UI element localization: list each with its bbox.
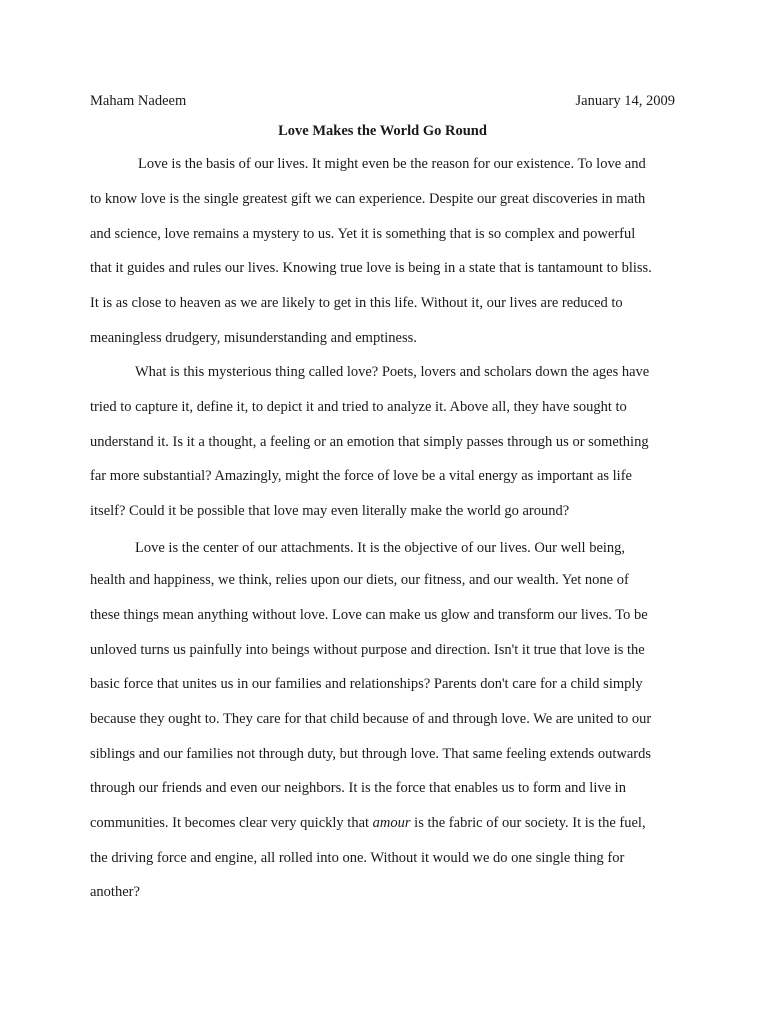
document-header xyxy=(90,90,675,112)
paragraph-3-line-2: health and happiness, we think, relies upon our diets, our fitness, and our wealth. Yet none of xyxy=(90,572,629,588)
paragraph-3-line-3: these things mean anything without love. Love can make us glow and transform our lives. To be xyxy=(90,607,648,623)
paragraph-3-line-1: Love is the center of our attachments. It is the objective of our lives. Our well being, xyxy=(135,540,626,556)
italic-word-amour: amour xyxy=(372,815,411,831)
paragraph-3-line-11: another? xyxy=(90,884,140,900)
paragraph-3-line-5: basic force that unites us in our families and relationships? Parents don't care for a child simply xyxy=(90,676,643,692)
paragraph-3-line-8: through our friends and even our neighbors. It is the force that enables us to form and live in xyxy=(90,780,626,796)
author-name: Maham Nadeem xyxy=(90,93,187,109)
paragraph-3-line-7: siblings and our families not through duty, but through love. That same feeling extends outwards xyxy=(90,746,651,762)
paragraph-2-line-4: far more substantial? Amazingly, might the force of love be a vital energy as important as life xyxy=(90,468,632,484)
paragraph-1-line-2: to know love is the single greatest gift we can experience. Despite our great discoveries in math xyxy=(90,191,646,207)
paragraph-2-line-1: What is this mysterious thing called love? Poets, lovers and scholars down the ages have xyxy=(135,364,650,380)
paragraph-1-line-4: that it guides and rules our lives. Knowing true love is being in a state that is tantamount to bliss. xyxy=(90,260,652,276)
document-title: Love Makes the World Go Round xyxy=(278,123,487,139)
line-9-before: communities. It becomes clear very quickly that xyxy=(90,815,373,831)
paragraph-3-line-4: unloved turns us painfully into beings without purpose and direction. Isn't it true that love is the xyxy=(90,642,645,658)
paragraph-1-line-1: Love is the basis of our lives. It might even be the reason for our existence. To love and xyxy=(138,156,646,172)
line-9-after: is the fabric of our society. It is the fuel, xyxy=(410,815,646,831)
paragraph-2-line-3: understand it. Is it a thought, a feeling or an emotion that simply passes through us or something xyxy=(90,434,649,450)
paragraph-1-line-3: and science, love remains a mystery to us. Yet it is something that is so complex and powerful xyxy=(90,226,636,242)
paragraph-2-line-5: itself? Could it be possible that love may even literally make the world go around? xyxy=(90,503,570,519)
paragraph-1-line-5: It is as close to heaven as we are likely to get in this life. Without it, our lives are reduced to xyxy=(90,295,623,311)
document-date: January 14, 2009 xyxy=(575,93,675,109)
paragraph-3-line-9 xyxy=(90,813,685,833)
paragraph-1-line-6: meaningless drudgery, misunderstanding and emptiness. xyxy=(90,330,417,346)
paragraph-3-line-10: the driving force and engine, all rolled into one. Without it would we do one single thing for xyxy=(90,850,625,866)
paragraph-2-line-2: tried to capture it, define it, to depict it and tried to analyze it. Above all, they have sought to xyxy=(90,399,627,415)
paragraph-3-line-6: because they ought to. They care for that child because of and through love. We are united to our xyxy=(90,711,652,727)
